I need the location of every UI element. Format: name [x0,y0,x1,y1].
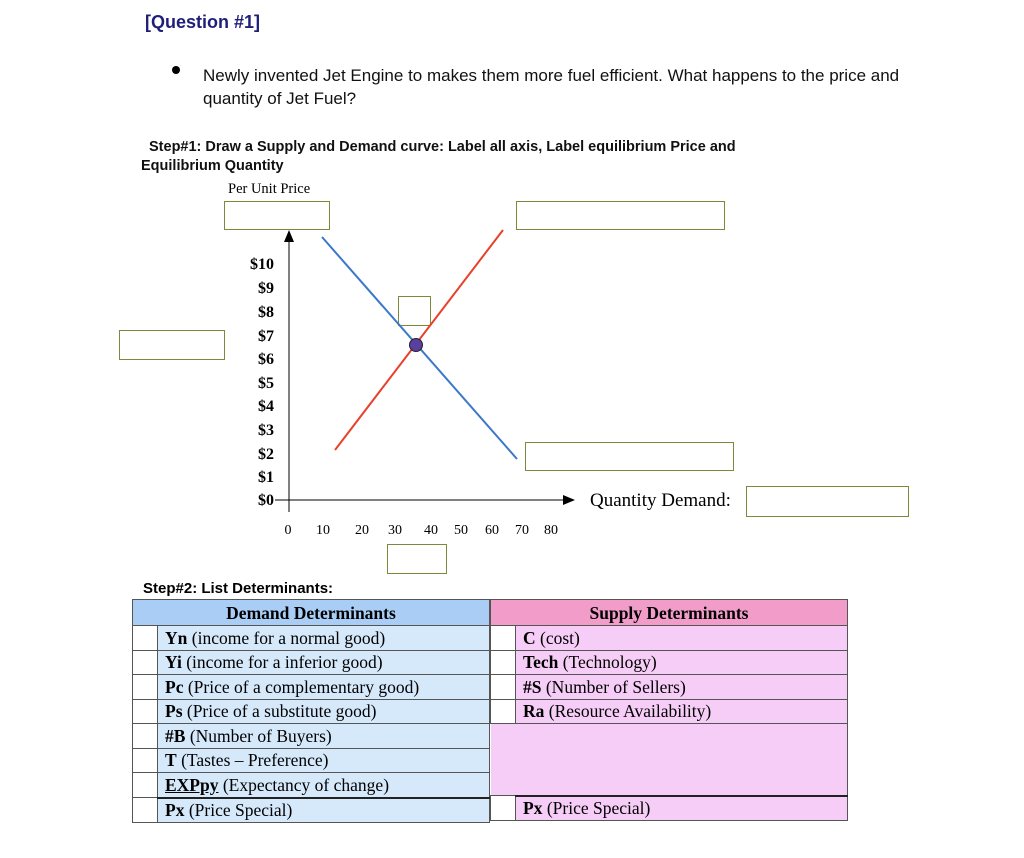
y-tick-label: $6 [258,351,274,368]
list-item [516,650,848,675]
x-tick-label: 10 [316,523,330,538]
table-row [133,626,490,651]
list-item [158,773,490,798]
table-row [133,699,490,724]
determinant-code: EXPpy [165,774,219,795]
supply-checkbox-c[interactable] [491,626,516,651]
y-axis-title: Per Unit Price [228,181,311,197]
y-axis-arrow-icon [284,230,294,242]
x-tick-label: 30 [388,523,402,538]
list-item [158,650,490,675]
x-axis-title: Quantity Demand: [590,490,731,511]
y-tick-label: $4 [258,398,274,415]
demand-checkbox-exppy[interactable] [133,773,158,798]
demand-header: Demand Determinants [133,600,490,626]
x-tick-label: 40 [424,523,438,538]
y-tick-label: $5 [258,375,274,392]
x-tick-label: 20 [355,523,369,538]
determinant-code: C [523,627,536,648]
determinant-desc: (Price Special) [542,798,651,819]
table-row [491,699,848,724]
determinant-code: Ps [165,701,183,722]
step1-line2: Equilibrium Quantity [141,158,284,174]
determinant-code: Tech [523,652,559,673]
y-tick-label: $1 [258,469,274,486]
y-tick-label: $7 [258,328,274,345]
list-item [516,626,848,651]
determinant-code: Ra [523,701,545,722]
determinant-code: T [165,750,177,771]
table-row [133,675,490,700]
determinant-desc: (Technology) [558,652,657,673]
demand-determinants-table [132,599,490,823]
table-row [491,650,848,675]
determinant-desc: (income for a inferior good) [181,652,383,673]
table-row [491,675,848,700]
supply-checkbox-tech[interactable] [491,650,516,675]
determinant-code: Px [523,798,543,819]
list-item [516,796,848,821]
determinant-desc: (Number of Sellers) [541,676,686,697]
demand-checkbox-yi[interactable] [133,650,158,675]
step2-title: Step#2: List Determinants: [143,580,334,597]
supply-empty-cell [491,771,848,796]
list-item [516,699,848,724]
y-tick-label: $9 [258,280,274,297]
y-tick-label: $10 [250,256,274,273]
supply-determinants-table [490,599,848,821]
x-tick-label: 80 [544,523,558,538]
determinant-code: Pc [165,676,184,697]
table-row [491,771,848,796]
determinant-desc: (Price Special) [184,800,293,821]
supply-empty-cell [491,748,848,772]
determinant-desc: (income for a normal good) [187,627,386,648]
determinant-code: #S [523,676,542,697]
determinant-code: #B [165,725,186,746]
demand-checkbox-b[interactable] [133,724,158,749]
y-tick-label: $8 [258,304,274,321]
x-axis-arrow-icon [563,495,575,505]
determinant-code: Px [165,800,185,821]
demand-checkbox-ps[interactable] [133,699,158,724]
determinant-desc: (Price of a substitute good) [182,701,377,722]
table-row [133,724,490,749]
question-title: [Question #1] [145,12,261,32]
determinant-code: Yi [165,652,182,673]
demand-checkbox-px[interactable] [133,798,158,823]
x-tick-label: 60 [485,523,499,538]
demand-checkbox-pc[interactable] [133,675,158,700]
table-row [491,796,848,821]
determinant-desc: (Price of a complementary good) [183,676,420,697]
list-item [158,626,490,651]
list-item [158,748,490,773]
y-tick-label: $0 [258,492,274,509]
y-tick-label: $3 [258,422,274,439]
table-row [491,626,848,651]
determinant-desc: (Resource Availability) [544,701,712,722]
question-text: Newly invented Jet Engine to makes them more fuel efficient. What happens to the price and quantity of Jet Fuel? [203,66,900,108]
table-row [133,650,490,675]
table-row [491,724,848,748]
x-tick-label: 50 [454,523,468,538]
list-item [158,699,490,724]
step1-line1: Step#1: Draw a Supply and Demand curve: Label all axis, Label equilibrium Price and [149,139,736,155]
demand-checkbox-yn[interactable] [133,626,158,651]
equilibrium-point [410,339,423,352]
determinant-desc: (Tastes – Preference) [176,750,329,771]
demand-checkbox-t[interactable] [133,748,158,773]
supply-empty-cell [491,724,848,748]
determinant-code: Yn [165,627,188,648]
list-item [516,675,848,700]
y-tick-label: $2 [258,446,274,463]
supply-checkbox-s[interactable] [491,675,516,700]
supply-checkbox-ra[interactable] [491,699,516,724]
determinant-desc: (Number of Buyers) [185,725,332,746]
list-item [158,675,490,700]
determinant-desc: (Expectancy of change) [218,774,390,795]
determinant-desc: (cost) [535,627,580,648]
table-row [133,798,490,823]
table-row [491,748,848,772]
table-row [133,748,490,773]
x-tick-label: 0 [284,523,292,538]
x-tick-label: 70 [515,523,529,538]
list-item [158,798,490,823]
list-item [158,724,490,749]
supply-header: Supply Determinants [491,600,848,626]
table-row [133,773,490,798]
supply-checkbox-px[interactable] [491,796,516,821]
